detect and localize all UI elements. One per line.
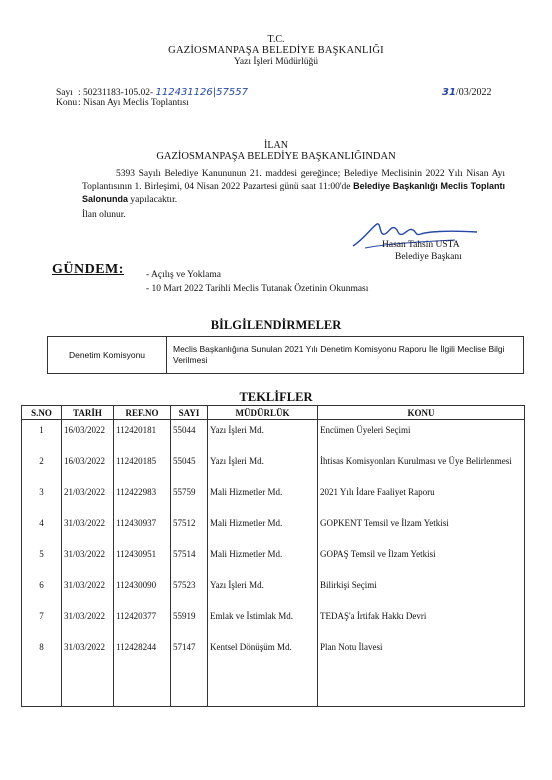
table-row bbox=[22, 451, 525, 482]
cell-sayi: 55759 bbox=[171, 482, 208, 513]
ilan-body-end: yapılacaktır. bbox=[128, 195, 178, 205]
col-header-konu: KONU bbox=[318, 406, 525, 420]
table-row bbox=[22, 513, 525, 544]
table-row bbox=[22, 575, 525, 606]
date-rest: /03/2022 bbox=[455, 87, 492, 98]
cell-tarih: 31/03/2022 bbox=[62, 544, 114, 575]
cell-refno: 112428244 bbox=[114, 637, 171, 707]
reference-sayi bbox=[56, 87, 248, 98]
cell-tarih: 16/03/2022 bbox=[62, 420, 114, 452]
cell-konu: İhtisas Komisyonları Kurulması ve Üye Belirlenmesi bbox=[318, 451, 525, 482]
table-row bbox=[22, 637, 525, 707]
col-header-sayi: SAYI bbox=[171, 406, 208, 420]
gundem-item: - Açılış ve Yoklama bbox=[146, 270, 221, 280]
header-department: Yazı İşleri Müdürlüğü bbox=[233, 57, 318, 67]
cell-konu: TEDAŞ'a İrtifak Hakkı Devri bbox=[318, 606, 525, 637]
cell-sno: 2 bbox=[22, 451, 62, 482]
cell-refno: 112430090 bbox=[114, 575, 171, 606]
cell-mudurluk: Yazı İşleri Md. bbox=[208, 451, 318, 482]
cell-sayi: 55044 bbox=[171, 420, 208, 452]
teklifler-title: TEKLİFLER bbox=[239, 390, 313, 404]
signature-title: Belediye Başkanı bbox=[395, 252, 462, 262]
cell-tarih: 31/03/2022 bbox=[62, 637, 114, 707]
table-row bbox=[22, 544, 525, 575]
cell-tarih: 31/03/2022 bbox=[62, 575, 114, 606]
sayi-label: Sayı bbox=[56, 88, 73, 98]
cell-refno: 112430937 bbox=[114, 513, 171, 544]
komisyon-cell: Denetim Komisyonu bbox=[48, 337, 167, 374]
ilan-title: İLAN bbox=[264, 140, 288, 151]
col-header-tarih: TARİH bbox=[62, 406, 114, 420]
cell-sayi: 57512 bbox=[171, 513, 208, 544]
cell-mudurluk: Mali Hizmetler Md. bbox=[208, 482, 318, 513]
cell-sayi: 57147 bbox=[171, 637, 208, 707]
ilan-body-bold: Belediye Başkanlığı Meclis Toplantı Salonunda bbox=[82, 181, 505, 204]
cell-konu: Encümen Üyeleri Seçimi bbox=[318, 420, 525, 452]
cell-sno: 7 bbox=[22, 606, 62, 637]
teklifler-table bbox=[21, 405, 525, 707]
cell-sayi: 57514 bbox=[171, 544, 208, 575]
konu-label: Konu bbox=[56, 98, 78, 108]
cell-konu: Bilirkişi Seçimi bbox=[318, 575, 525, 606]
cell-mudurluk: Yazı İşleri Md. bbox=[208, 420, 318, 452]
ilan-subtitle: GAZİOSMANPAŞA BELEDİYE BAŞKANLIĞINDAN bbox=[156, 151, 396, 162]
cell-refno: 112422983 bbox=[114, 482, 171, 513]
teklifler-body bbox=[22, 420, 525, 707]
cell-refno: 112420377 bbox=[114, 606, 171, 637]
cell-konu: GOPAŞ Temsil ve İlzam Yetkisi bbox=[318, 544, 525, 575]
cell-mudurluk: Emlak ve İstimlak Md. bbox=[208, 606, 318, 637]
cell-refno: 112420181 bbox=[114, 420, 171, 452]
ilan-body-plain: 5393 Sayılı Belediye Kanununun 21. maddesi gereğince; Belediye Meclisinin 2022 Yılı Nisan Ayı Toplantısının 1. Birleşimi, 04 Nisan 2022 Pazartesi günü saat 11:00'de bbox=[82, 169, 505, 192]
ilan-closing: İlan olunur. bbox=[82, 210, 126, 220]
cell-tarih: 31/03/2022 bbox=[62, 606, 114, 637]
col-header-refno: REF.NO bbox=[114, 406, 171, 420]
gundem-list bbox=[146, 268, 368, 296]
bilgilendirmeler-title: BİLGİLENDİRMELER bbox=[210, 318, 342, 332]
cell-sno: 6 bbox=[22, 575, 62, 606]
cell-sayi: 55045 bbox=[171, 451, 208, 482]
cell-tarih: 16/03/2022 bbox=[62, 451, 114, 482]
cell-tarih: 21/03/2022 bbox=[62, 482, 114, 513]
cell-sno: 3 bbox=[22, 482, 62, 513]
cell-konu: GOPKENT Temsil ve İlzam Yetkisi bbox=[318, 513, 525, 544]
ilan-body bbox=[82, 168, 505, 206]
cell-sno: 1 bbox=[22, 420, 62, 452]
sayi-handwritten: 112431126|57557 bbox=[155, 87, 248, 98]
col-header-mudurluk: MÜDÜRLÜK bbox=[208, 406, 318, 420]
cell-sno: 5 bbox=[22, 544, 62, 575]
bilgi-text-cell: Meclis Başkanlığına Sunulan 2021 Yılı Denetim Komisyonu Raporu İle İlgili Meclise Bilgi Verilmesi bbox=[167, 337, 524, 374]
date-day-handwritten: 31 bbox=[442, 87, 456, 98]
cell-mudurluk: Mali Hizmetler Md. bbox=[208, 513, 318, 544]
document-date bbox=[442, 87, 491, 98]
cell-sno: 4 bbox=[22, 513, 62, 544]
cell-konu: 2021 Yılı İdare Faaliyet Raporu bbox=[318, 482, 525, 513]
table-row bbox=[48, 337, 524, 374]
gundem-label: GÜNDEM: bbox=[52, 262, 124, 277]
table-header-row bbox=[22, 406, 525, 420]
cell-refno: 112430951 bbox=[114, 544, 171, 575]
cell-sno: 8 bbox=[22, 637, 62, 707]
header-tc: T.C. bbox=[267, 34, 285, 45]
bilgilendirmeler-table bbox=[47, 336, 524, 374]
col-header-sno: S.NO bbox=[22, 406, 62, 420]
cell-tarih: 31/03/2022 bbox=[62, 513, 114, 544]
cell-sayi: 55919 bbox=[171, 606, 208, 637]
signature-name: Hasan Tahsin USTA bbox=[382, 240, 460, 250]
table-row bbox=[22, 606, 525, 637]
cell-mudurluk: Mali Hizmetler Md. bbox=[208, 544, 318, 575]
sayi-value: : 50231183-105.02- bbox=[78, 88, 154, 98]
cell-mudurluk: Yazı İşleri Md. bbox=[208, 575, 318, 606]
gundem-item: - 10 Mart 2022 Tarihli Meclis Tutanak Özetinin Okunması bbox=[146, 284, 369, 294]
table-row bbox=[22, 420, 525, 452]
konu-value: : Nisan Ayı Meclis Toplantısı bbox=[78, 98, 189, 108]
cell-refno: 112420185 bbox=[114, 451, 171, 482]
cell-mudurluk: Kentsel Dönüşüm Md. bbox=[208, 637, 318, 707]
cell-konu: Plan Notu İlavesi bbox=[318, 637, 525, 707]
reference-konu bbox=[56, 98, 189, 108]
cell-sayi: 57523 bbox=[171, 575, 208, 606]
header-institution: GAZİOSMANPAŞA BELEDİYE BAŞKANLIĞI bbox=[168, 45, 384, 56]
table-row bbox=[22, 482, 525, 513]
